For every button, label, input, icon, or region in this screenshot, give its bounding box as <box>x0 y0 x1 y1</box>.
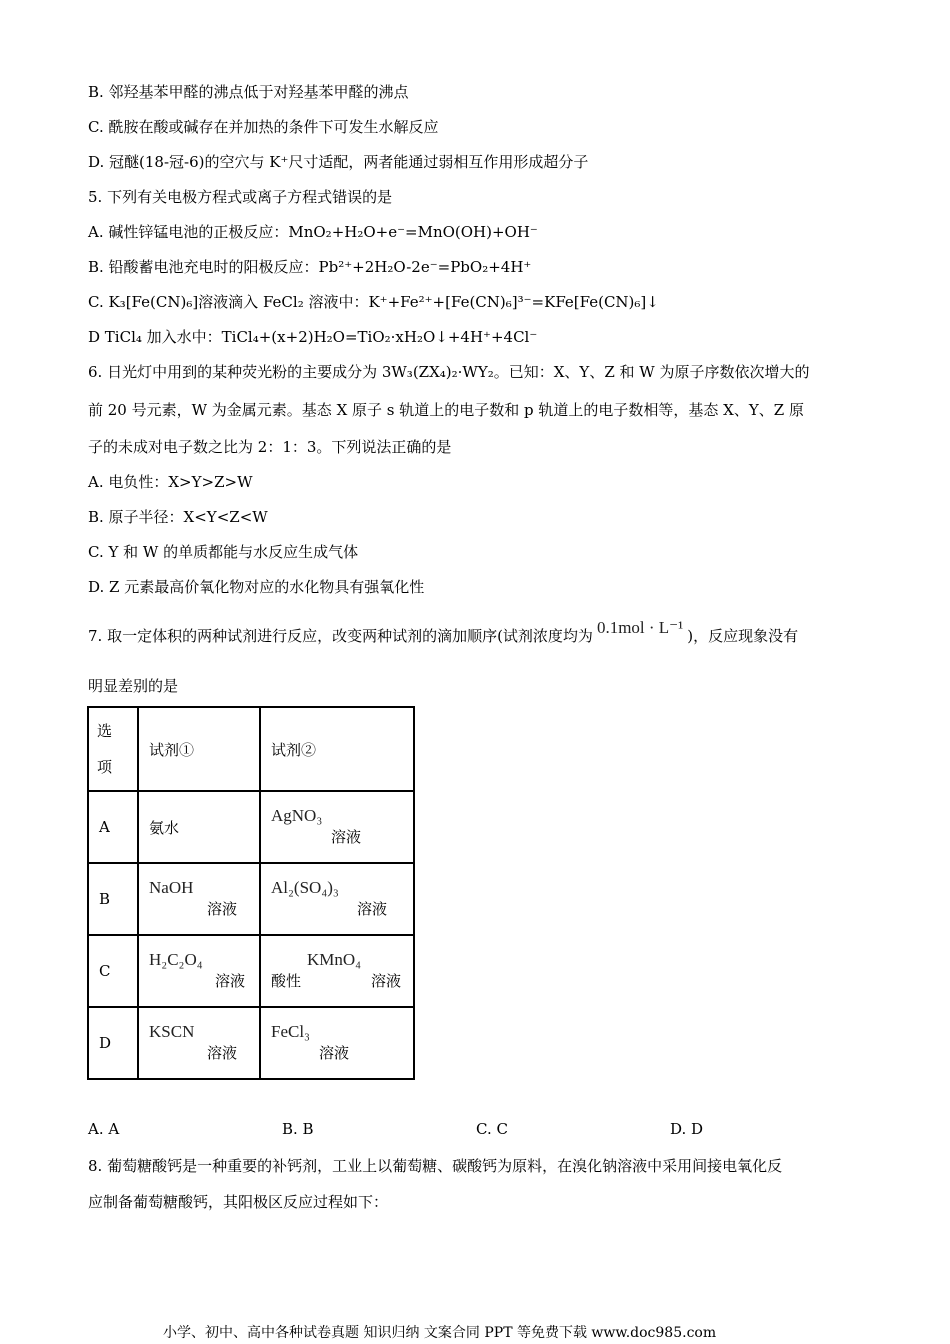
question-7-line-1 <box>88 618 799 646</box>
table-row <box>88 791 414 863</box>
row-b-reagent-2 <box>260 863 414 935</box>
row-d-reagent-2-formula: FeCl₃ <box>271 1022 310 1041</box>
answer-b: B. B <box>282 1120 314 1138</box>
row-c-reagent-2-prefix: 酸性 <box>271 972 302 990</box>
row-b-reagent-1 <box>138 863 260 935</box>
row-d-reagent-1-formula: KSCN <box>149 1022 195 1041</box>
row-b-option: B <box>88 863 138 935</box>
row-d-option: D <box>88 1007 138 1079</box>
row-d-reagent-1 <box>138 1007 260 1079</box>
header-option: 选项 <box>88 707 138 791</box>
q5-option-d: D TiCl₄ 加入水中：TiCl₄+(x+2)H₂O=TiO₂·xH₂O↓+4H⁺+4Cl⁻ <box>88 328 538 346</box>
q6-option-c: C. Y 和 W 的单质都能与水反应生成气体 <box>88 543 359 561</box>
question-8-line-2: 应制备葡萄糖酸钙，其阳极区反应过程如下： <box>88 1193 389 1211</box>
row-b-reagent-2-suffix: 溶液 <box>357 900 388 918</box>
q7-text-before: 7. 取一定体积的两种试剂进行反应，改变两种试剂的滴加顺序(试剂浓度均为 <box>88 627 593 645</box>
reagent-table <box>87 706 415 1080</box>
row-b-reagent-2-formula: Al₂(SO₄)₃ <box>271 878 339 897</box>
answer-d: D. D <box>670 1120 704 1138</box>
row-a-reagent-2 <box>260 791 414 863</box>
row-a-reagent-2-suffix: 溶液 <box>331 828 362 846</box>
question-7-line-2: 明显差别的是 <box>88 677 179 695</box>
line-d-crown-ether: D. 冠醚(18-冠-6)的空穴与 K⁺尺寸适配，两者能通过弱相互作用形成超分子 <box>88 153 589 171</box>
line-c-amide: C. 酰胺在酸或碱存在并加热的条件下可发生水解反应 <box>88 118 439 136</box>
question-6-line-1: 6. 日光灯中用到的某种荧光粉的主要成分为 3W₃(ZX₄)₂·WY₂。已知：X、Y、Z 和 W 为原子序数依次增大的 <box>88 363 810 381</box>
q6-option-b: B. 原子半径：X<Y<Z<W <box>88 508 268 526</box>
row-d-reagent-1-suffix: 溶液 <box>207 1044 238 1062</box>
row-d-reagent-2 <box>260 1007 414 1079</box>
row-c-reagent-2 <box>260 935 414 1007</box>
answer-c: C. C <box>476 1120 508 1138</box>
table-row <box>88 863 414 935</box>
q5-option-a: A. 碱性锌锰电池的正极反应：MnO₂+H₂O+e⁻=MnO(OH)+OH⁻ <box>88 223 538 241</box>
table-row <box>88 1007 414 1079</box>
row-a-reagent-2-formula: AgNO₃ <box>271 806 323 825</box>
question-5: 5. 下列有关电极方程式或离子方程式错误的是 <box>88 188 393 206</box>
row-c-option: C <box>88 935 138 1007</box>
row-c-reagent-1 <box>138 935 260 1007</box>
row-c-reagent-1-suffix: 溶液 <box>215 972 246 990</box>
row-a-reagent-1: 氨水 <box>138 791 260 863</box>
row-b-reagent-1-suffix: 溶液 <box>207 900 238 918</box>
row-c-reagent-2-formula: KMnO₄ <box>307 950 362 969</box>
line-b-boiling: B. 邻羟基苯甲醛的沸点低于对羟基苯甲醛的沸点 <box>88 83 409 101</box>
answer-a: A. A <box>88 1120 120 1138</box>
row-c-reagent-2-suffix: 溶液 <box>371 972 402 990</box>
question-6-line-3: 子的未成对电子数之比为 2：1：3。下列说法正确的是 <box>88 438 452 456</box>
q6-option-a: A. 电负性：X>Y>Z>W <box>88 473 253 491</box>
question-8-line-1: 8. 葡萄糖酸钙是一种重要的补钙剂，工业上以葡萄糖、碳酸钙为原料，在溴化钠溶液中采用间接电氧化反 <box>88 1157 783 1175</box>
q5-option-c: C. K₃[Fe(CN)₆]溶液滴入 FeCl₂ 溶液中：K⁺+Fe²⁺+[Fe(CN)₆]³⁻=KFe[Fe(CN)₆]↓ <box>88 293 659 311</box>
row-d-reagent-2-suffix: 溶液 <box>319 1044 350 1062</box>
page-footer: 小学、初中、高中各种试卷真题 知识归纳 文案合同 PPT 等免费下载 www.doc985.com <box>163 1325 717 1341</box>
q7-text-after: )，反应现象没有 <box>687 627 799 645</box>
row-c-reagent-1-formula: H₂C₂O₄ <box>149 950 203 969</box>
q6-option-d: D. Z 元素最高价氧化物对应的水化物具有强氧化性 <box>88 578 425 596</box>
q7-concentration: 0.1mol · L⁻¹ <box>596 618 684 637</box>
row-b-reagent-1-formula: NaOH <box>149 878 194 897</box>
question-6-line-2: 前 20 号元素，W 为金属元素。基态 X 原子 s 轨道上的电子数和 p 轨道上的电子数相等，基态 X、Y、Z 原 <box>88 401 804 419</box>
header-reagent-2: 试剂② <box>260 707 414 791</box>
q5-option-b: B. 铅酸蓄电池充电时的阳极反应：Pb²⁺+2H₂O-2e⁻=PbO₂+4H⁺ <box>88 258 532 276</box>
table-row <box>88 935 414 1007</box>
table-header-row <box>88 707 414 791</box>
row-a-option: A <box>88 791 138 863</box>
header-reagent-1: 试剂① <box>138 707 260 791</box>
